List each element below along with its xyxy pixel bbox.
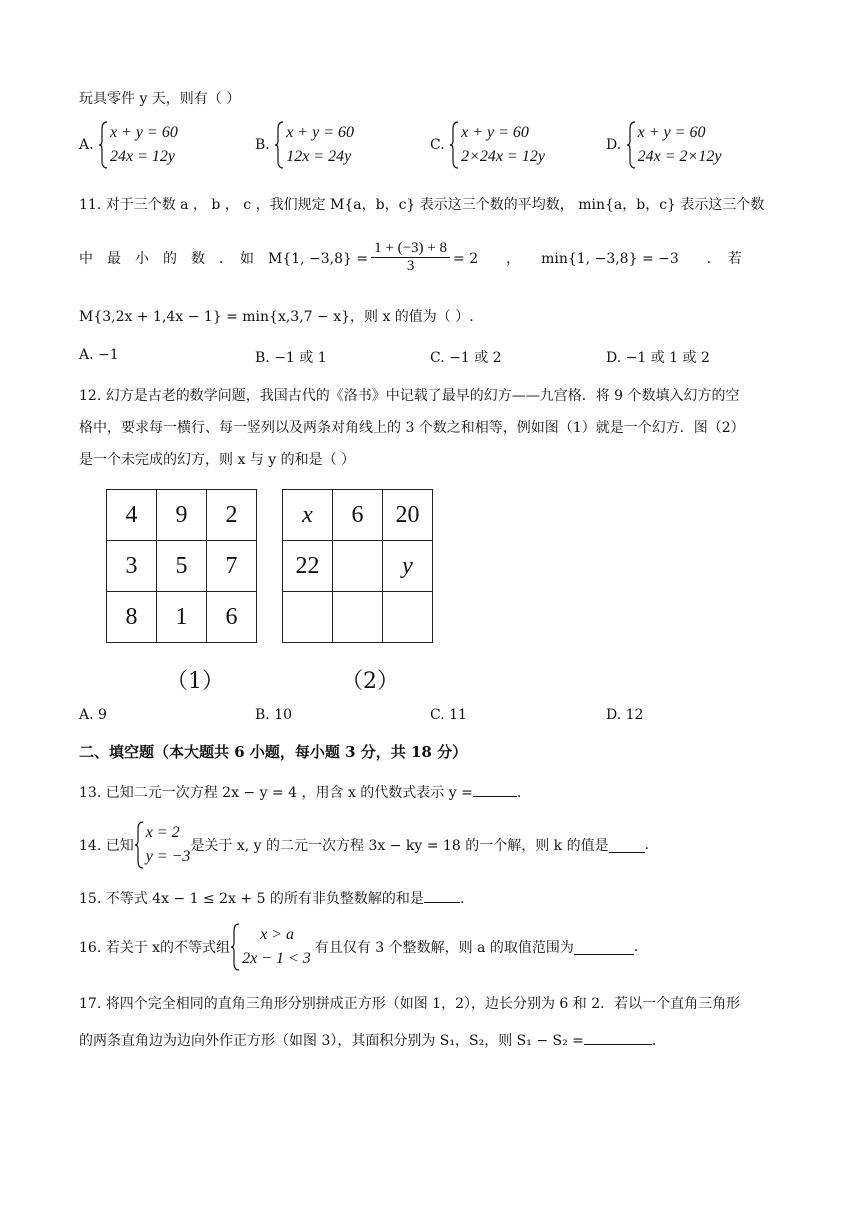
q11-option-d[interactable]: D. −1 或 1 或 2 bbox=[606, 350, 710, 366]
q12-line1: 12. 幻方是古老的数学问题，我国古代的《洛书》中记载了最早的幻方——九宫格．将 9 个数填入幻方的空 bbox=[79, 388, 740, 404]
q14-post: 是关于 x, y 的二元一次方程 3x − ky = 18 的一个解，则 k 的值是 bbox=[190, 838, 609, 854]
equation-system bbox=[449, 121, 545, 169]
grid-cell: 20 bbox=[383, 490, 433, 541]
grid-cell: y bbox=[383, 541, 433, 592]
grid-cell: 6 bbox=[333, 490, 383, 541]
q11-option-b[interactable]: B. −1 或 1 bbox=[255, 350, 327, 366]
q12-line2: 格中，要求每一横行、每一竖列以及两条对角线上的 3 个数之和相等，例如图（1）就是一个幻方．图（2） bbox=[79, 420, 745, 436]
q17-line1: 17. 将四个完全相同的直角三角形分别拼成正方形（如图 1，2），边长分别为 6 和 2．若以一个直角三角形 bbox=[79, 996, 741, 1012]
equation-row: 24x = 2×12y bbox=[637, 148, 722, 165]
q16-end: . bbox=[633, 939, 639, 955]
inequality-row: 2x − 1 < 3 bbox=[242, 950, 311, 967]
grid-cell: 2 bbox=[207, 490, 257, 541]
q10-option-b[interactable] bbox=[255, 121, 354, 169]
figure-caption-1: （1） bbox=[166, 669, 224, 694]
q11-line2 bbox=[79, 240, 779, 275]
brace-icon bbox=[449, 121, 459, 169]
equation-system bbox=[274, 121, 354, 169]
q14-pre: 14. 已知 bbox=[79, 838, 134, 854]
equation-system bbox=[626, 121, 722, 169]
grid-cell: 5 bbox=[157, 541, 207, 592]
grid-cell: 7 bbox=[207, 541, 257, 592]
equation-row: x + y = 60 bbox=[110, 124, 178, 141]
q17-line2 bbox=[79, 1030, 656, 1050]
brace-icon bbox=[230, 923, 240, 971]
equation-row: x + y = 60 bbox=[286, 124, 354, 141]
grid-cell bbox=[383, 592, 433, 643]
equation-row: 12x = 24y bbox=[286, 148, 352, 165]
answer-blank[interactable] bbox=[609, 838, 645, 853]
q14 bbox=[79, 821, 649, 869]
q12-option-b[interactable]: B. 10 bbox=[255, 707, 293, 723]
equation-row: x + y = 60 bbox=[461, 124, 529, 141]
brace-icon bbox=[134, 821, 144, 869]
grid-cell: 4 bbox=[107, 490, 157, 541]
inequality-system bbox=[230, 923, 311, 971]
q10-option-a[interactable] bbox=[79, 121, 178, 169]
q16-pre: 16. 若关于 x的不等式组 bbox=[79, 940, 231, 956]
q13-end: . bbox=[516, 785, 522, 801]
q12-line3: 是一个未完成的幻方，则 x 与 y 的和是（ ） bbox=[79, 452, 356, 468]
section-heading: 二、填空题（本大题共 6 小题，每小题 3 分，共 18 分） bbox=[79, 743, 468, 761]
brace-icon bbox=[626, 121, 636, 169]
q15 bbox=[79, 888, 464, 908]
q13-text: 13. 已知二元一次方程 2x − y = 4 ，用含 x 的代数式表示 y = bbox=[79, 785, 473, 801]
equation-row: 24x = 12y bbox=[110, 148, 176, 165]
answer-blank[interactable] bbox=[574, 940, 634, 955]
grid-cell bbox=[283, 592, 333, 643]
grid-cell: 3 bbox=[107, 541, 157, 592]
q11-line3: M{3,2x + 1,4x − 1} = min{x,3,7 − x}，则 x 的值为（ ）. bbox=[79, 309, 474, 325]
inequality-row: x > a bbox=[260, 926, 294, 943]
answer-blank[interactable] bbox=[424, 902, 460, 903]
option-label: D. bbox=[606, 137, 622, 153]
q13 bbox=[79, 782, 521, 802]
equation-system bbox=[134, 821, 191, 869]
q10-option-d[interactable] bbox=[606, 121, 721, 169]
q16 bbox=[79, 923, 638, 971]
option-label: B. bbox=[255, 137, 270, 153]
equation-row: 2×24x = 12y bbox=[461, 148, 545, 165]
fraction-denominator: 3 bbox=[406, 258, 415, 274]
q12-option-c[interactable]: C. 11 bbox=[430, 707, 467, 723]
figure-caption-2: （2） bbox=[341, 669, 399, 694]
option-label: C. bbox=[430, 137, 445, 153]
q17-line2-text: 的两条直角边为边向外作正方形（如图 3），其面积分别为 S₁，S₂，则 S₁ − S₂ = bbox=[79, 1033, 584, 1049]
brace-icon bbox=[274, 121, 284, 169]
q17-end: . bbox=[651, 1033, 657, 1049]
q12-option-a[interactable]: A. 9 bbox=[79, 707, 107, 723]
brace-icon bbox=[98, 121, 108, 169]
equation-row: x = 2 bbox=[145, 824, 180, 841]
q11-option-a[interactable]: A. −1 bbox=[79, 347, 119, 363]
equation-row: y = −3 bbox=[145, 848, 191, 865]
magic-square-1 bbox=[106, 489, 257, 643]
grid-cell: 8 bbox=[107, 592, 157, 643]
magic-square-2 bbox=[282, 489, 433, 643]
grid-cell bbox=[333, 592, 383, 643]
grid-cell: 9 bbox=[157, 490, 207, 541]
q11-line2-post: = 2 ， min{1, −3,8} = −3 ． 若 bbox=[453, 250, 742, 267]
equation-system bbox=[98, 121, 178, 169]
fraction-numerator: 1 + (−3) + 8 bbox=[371, 240, 450, 258]
equation-row: x + y = 60 bbox=[637, 124, 706, 141]
q16-post: 有且仅有 3 个整数解，则 a 的取值范围为 bbox=[314, 940, 574, 956]
q11-line1: 11. 对于三个数 a ， b ， c ，我们规定 M{a，b，c} 表示这三个数的平均数， min{a，b，c} 表示这三个数 bbox=[79, 197, 765, 213]
grid-cell bbox=[333, 541, 383, 592]
grid-cell: 22 bbox=[283, 541, 333, 592]
q14-end: . bbox=[644, 837, 650, 853]
answer-blank[interactable] bbox=[584, 1044, 652, 1045]
q15-end: . bbox=[459, 891, 465, 907]
q11-option-c[interactable]: C. −1 或 2 bbox=[430, 350, 502, 366]
q15-text: 15. 不等式 4x − 1 ≤ 2x + 5 的所有非负整数解的和是 bbox=[79, 891, 424, 907]
q12-option-d[interactable]: D. 12 bbox=[606, 707, 644, 723]
answer-blank[interactable] bbox=[473, 796, 517, 797]
grid-cell: x bbox=[283, 490, 333, 541]
q10-tail: 玩具零件 y 天，则有（ ） bbox=[79, 91, 241, 107]
option-label: A. bbox=[79, 137, 94, 153]
q11-line2-pre: 中 最 小 的 数 ． 如 M{1, −3,8} = bbox=[79, 250, 369, 267]
grid-cell: 1 bbox=[157, 592, 207, 643]
q10-option-c[interactable] bbox=[430, 121, 545, 169]
fraction bbox=[371, 240, 450, 275]
grid-cell: 6 bbox=[207, 592, 257, 643]
